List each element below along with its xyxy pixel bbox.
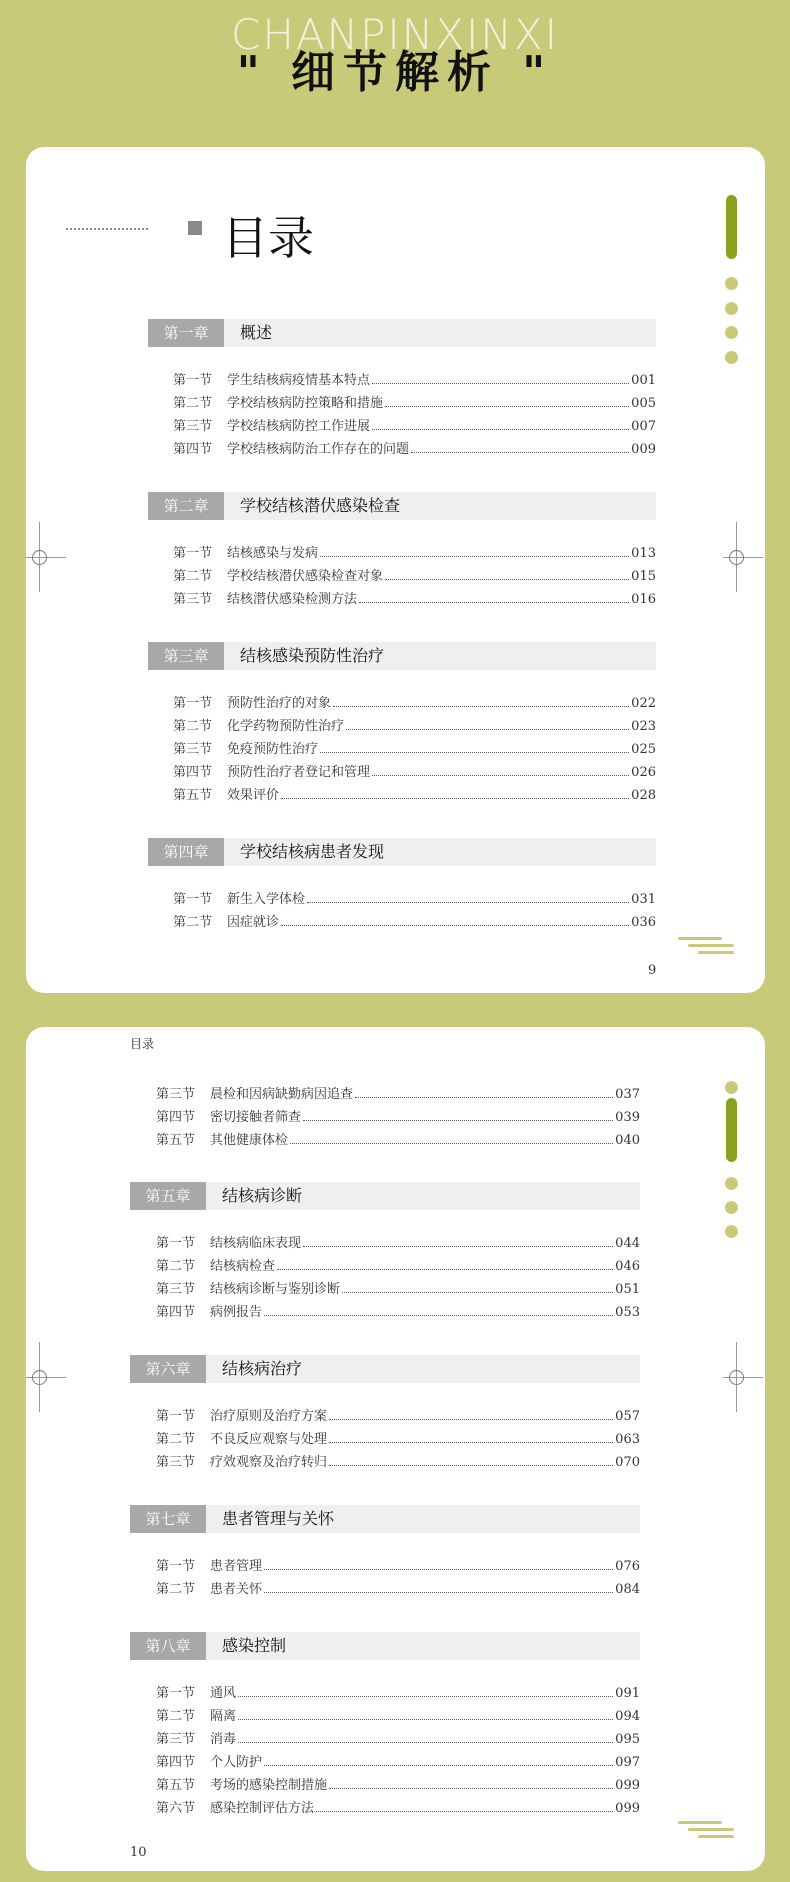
section-page-number: 044 [615,1236,640,1251]
section-page-number: 084 [615,1582,640,1597]
section-number: 第一节 [173,696,213,711]
section-title: 隔离 [210,1709,237,1724]
toc-title: 目录 [222,211,314,265]
section-number: 第五节 [156,1778,196,1793]
toc-header [66,202,366,265]
chapter-title: 概述 [240,323,273,342]
section-page-number: 091 [615,1686,640,1701]
dot-leader [372,383,629,384]
chapter-label: 第八章 [130,1632,206,1660]
section-number: 第四节 [173,765,213,780]
toc-section-entry[interactable] [173,565,656,585]
toc-section-entry[interactable] [173,369,656,389]
toc-section-entry[interactable] [156,1301,640,1321]
section-title: 效果评价 [227,788,280,803]
dot-leader [238,1696,613,1697]
toc-section-entry[interactable] [156,1751,640,1771]
toc-section-entry[interactable] [173,438,656,458]
page-dot [725,1201,738,1214]
section-page-number: 022 [631,696,656,711]
chapter-title: 学校结核潜伏感染检查 [240,496,401,515]
running-head: 目录 [130,1037,155,1051]
section-title: 不良反应观察与处理 [210,1432,328,1447]
section-page-number: 026 [631,765,656,780]
section-number: 第五节 [156,1133,196,1148]
section-title: 免疫预防性治疗 [227,742,319,757]
toc-section-entry[interactable] [156,1797,640,1817]
section-page-number: 070 [615,1455,640,1470]
section-title: 结核病检查 [210,1259,276,1274]
section-page-number: 031 [631,892,656,907]
section-page-number: 028 [631,788,656,803]
section-title: 新生入学体检 [227,892,306,907]
section-number: 第四节 [156,1305,196,1320]
chapter-label: 第六章 [130,1355,206,1383]
dot-leader [320,556,629,557]
chapter-title: 患者管理与关怀 [222,1509,335,1528]
section-number: 第二节 [156,1259,196,1274]
dot-leader [355,1097,613,1098]
page-indicator [725,195,739,365]
section-title: 考场的感染控制措施 [210,1778,328,1793]
toc-section-entry[interactable] [156,1728,640,1748]
section-number: 第三节 [156,1282,196,1297]
chapter-heading[interactable] [130,1355,640,1383]
section-number: 第一节 [173,373,213,388]
section-page-number: 036 [631,915,656,930]
chapter-heading[interactable] [130,1505,640,1533]
chapter-label: 第四章 [148,838,224,866]
dot-leader [333,706,629,707]
chapter-heading[interactable] [130,1632,640,1660]
section-number: 第二节 [156,1432,196,1447]
active-page-marker [726,1098,737,1162]
section-title: 病例报告 [210,1305,263,1320]
chapter-heading[interactable] [148,319,656,347]
section-title: 密切接触者筛查 [210,1110,302,1125]
toc-section-entry[interactable] [173,911,656,931]
section-page-number: 097 [615,1755,640,1770]
toc-section-entry[interactable] [173,542,656,562]
section-title: 化学药物预防性治疗 [227,719,345,734]
section-number: 第二节 [173,569,213,584]
page-dot [725,1081,738,1094]
toc-page-2 [26,1027,765,1871]
section-number: 第三节 [173,742,213,757]
toc-section-entry[interactable] [156,1129,640,1149]
chapter-heading[interactable] [148,492,656,520]
crop-mark-left [26,1342,66,1412]
section-number: 第二节 [173,719,213,734]
section-page-number: 053 [615,1305,640,1320]
section-page-number: 094 [615,1709,640,1724]
chapter-title: 学校结核病患者发现 [240,842,385,861]
chapter-heading[interactable] [148,642,656,670]
toc-section-entry[interactable] [156,1278,640,1298]
dot-leader [342,1292,613,1293]
section-page-number: 037 [615,1087,640,1102]
dot-leader [264,1592,613,1593]
section-title: 学生结核病疫情基本特点 [227,373,371,388]
toc-section-entry[interactable] [156,1083,640,1103]
section-title: 学校结核病防控策略和措施 [227,396,384,411]
chapter-label: 第三章 [148,642,224,670]
section-number: 第一节 [173,892,213,907]
section-page-number: 001 [631,373,656,388]
section-title: 通风 [210,1686,237,1701]
dot-leader [307,902,629,903]
section-title: 治疗原则及治疗方案 [210,1409,328,1424]
dot-leader [238,1719,613,1720]
toc-section-entry[interactable] [156,1705,640,1725]
section-page-number: 095 [615,1732,640,1747]
section-page-number: 007 [631,419,656,434]
section-number: 第二节 [173,396,213,411]
dot-leader [329,1788,613,1789]
toc-section-entry[interactable] [173,392,656,412]
chapter-label: 第五章 [130,1182,206,1210]
banner-title: " 细节解析 " [236,47,554,98]
dot-leader [264,1569,613,1570]
section-number: 第二节 [156,1582,196,1597]
section-title: 消毒 [210,1732,237,1747]
toc-section-entry[interactable] [173,715,656,735]
chapter-heading[interactable] [130,1182,640,1210]
toc-section-entry[interactable] [156,1232,640,1252]
toc-section-entry[interactable] [156,1682,640,1702]
section-title: 学校结核潜伏感染检查对象 [227,569,384,584]
section-title: 预防性治疗的对象 [227,696,332,711]
dot-leader [281,798,629,799]
chapter-title: 结核病诊断 [222,1186,303,1205]
page-indicator [725,1081,739,1221]
section-page-number: 099 [615,1778,640,1793]
section-number: 第三节 [156,1732,196,1747]
dot-leader [290,1143,613,1144]
dot-leader [281,925,629,926]
section-page-number: 016 [631,592,656,607]
chapter-title: 结核感染预防性治疗 [240,646,385,665]
dot-leader [372,429,629,430]
section-title: 因症就诊 [227,915,280,930]
section-page-number: 063 [615,1432,640,1447]
section-number: 第三节 [173,419,213,434]
section-page-number: 025 [631,742,656,757]
decorative-lines [678,1821,738,1843]
toc-section-entry[interactable] [173,784,656,804]
dot-leader [359,602,629,603]
toc-section-entry[interactable] [156,1578,640,1598]
page-number: 10 [130,1845,147,1860]
section-title: 疗效观察及治疗转归 [210,1455,328,1470]
section-title: 感染控制评估方法 [210,1801,315,1816]
dot-leader [385,579,629,580]
section-page-number: 013 [631,546,656,561]
section-number: 第三节 [173,592,213,607]
toc-section-entry[interactable] [173,888,656,908]
dot-leader [372,775,629,776]
section-title: 结核潜伏感染检测方法 [227,592,358,607]
toc-section-entry[interactable] [156,1255,640,1275]
section-number: 第一节 [156,1686,196,1701]
toc-section-entry[interactable] [173,588,656,608]
dotted-rule [66,228,148,230]
crop-mark-left [26,522,66,592]
dot-leader [264,1765,613,1766]
crop-mark-right [723,1342,763,1412]
section-number: 第五节 [173,788,213,803]
chapter-heading[interactable] [148,838,656,866]
section-number: 第六节 [156,1801,196,1816]
section-title: 其他健康体检 [210,1133,289,1148]
section-number: 第一节 [156,1559,196,1574]
chapter-label: 第七章 [130,1505,206,1533]
dot-leader [303,1120,613,1121]
toc-page-1 [26,147,765,993]
section-number: 第一节 [173,546,213,561]
toc-section-entry[interactable] [156,1106,640,1126]
toc-section-entry[interactable] [173,738,656,758]
chapter-title: 结核病治疗 [222,1359,303,1378]
section-number: 第四节 [173,442,213,457]
section-page-number: 015 [631,569,656,584]
page-dot [725,326,738,339]
toc-section-entry[interactable] [156,1451,640,1471]
chapter-title: 感染控制 [222,1636,287,1655]
section-title: 患者关怀 [210,1582,263,1597]
section-number: 第一节 [156,1409,196,1424]
dot-leader [264,1315,613,1316]
toc-section-entry[interactable] [156,1555,640,1575]
section-title: 结核病临床表现 [210,1236,302,1251]
banner-watermark: CHANPINXINXI [231,10,559,59]
section-title: 晨检和因病缺勤病因追查 [210,1087,354,1102]
dot-leader [411,452,629,453]
section-number: 第四节 [156,1755,196,1770]
dot-leader [346,729,629,730]
page-dot [725,1177,738,1190]
section-number: 第四节 [156,1110,196,1125]
decorative-lines [678,937,738,959]
dot-leader [320,752,629,753]
dot-leader [303,1246,613,1247]
section-title: 结核感染与发病 [227,546,319,561]
page-dot [725,277,738,290]
section-page-number: 046 [615,1259,640,1274]
section-page-number: 039 [615,1110,640,1125]
toc-section-entry[interactable] [173,692,656,712]
toc-section-entry[interactable] [156,1405,640,1425]
section-number: 第一节 [156,1236,196,1251]
section-title: 个人防护 [210,1755,263,1770]
chapter-label: 第一章 [148,319,224,347]
section-page-number: 040 [615,1133,640,1148]
dot-leader [316,1811,613,1812]
toc-section-entry[interactable] [156,1774,640,1794]
section-number: 第二节 [173,915,213,930]
section-title: 学校结核病防控工作进展 [227,419,371,434]
toc-section-entry[interactable] [156,1428,640,1448]
dot-leader [385,406,629,407]
section-page-number: 009 [631,442,656,457]
section-title: 预防性治疗者登记和管理 [227,765,371,780]
dot-leader [238,1742,613,1743]
section-number: 第二节 [156,1709,196,1724]
section-page-number: 023 [631,719,656,734]
section-page-number: 099 [615,1801,640,1816]
dot-leader [329,1442,613,1443]
page-dot [725,1225,738,1238]
section-number: 第三节 [156,1087,196,1102]
dot-leader [329,1419,613,1420]
section-title: 学校结核病防治工作存在的问题 [227,442,410,457]
section-title: 结核病诊断与鉴别诊断 [210,1282,341,1297]
page-dot [725,302,738,315]
page-number: 9 [648,963,657,978]
section-title: 患者管理 [210,1559,263,1574]
active-page-marker [726,195,737,259]
banner [0,0,790,130]
dot-leader [329,1465,613,1466]
section-page-number: 057 [615,1409,640,1424]
section-page-number: 051 [615,1282,640,1297]
section-number: 第三节 [156,1455,196,1470]
dot-leader [277,1269,613,1270]
toc-section-entry[interactable] [173,761,656,781]
section-page-number: 005 [631,396,656,411]
crop-mark-right [723,522,763,592]
page-dot [725,351,738,364]
section-page-number: 076 [615,1559,640,1574]
toc-section-entry[interactable] [173,415,656,435]
square-marker [188,221,202,235]
chapter-label: 第二章 [148,492,224,520]
